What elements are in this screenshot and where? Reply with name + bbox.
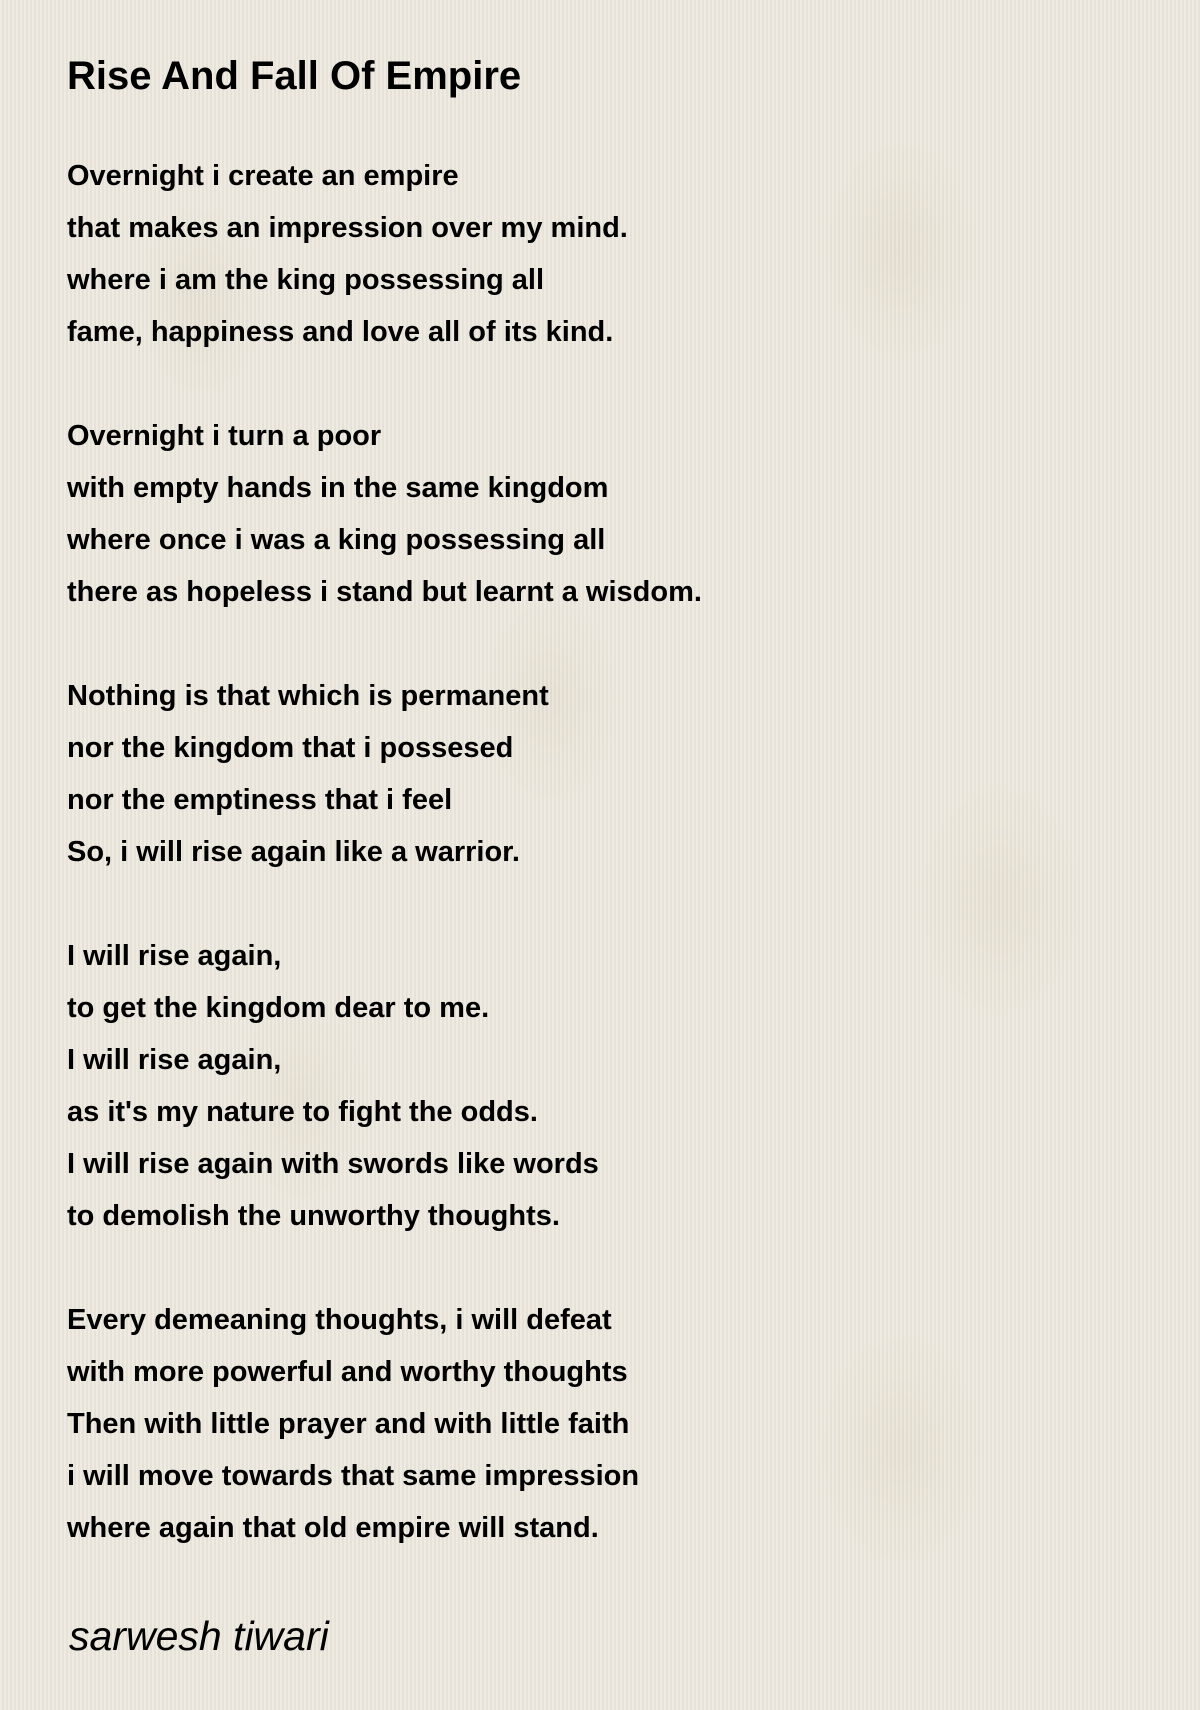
stanza-5 [67,1294,702,1554]
poem-line: Overnight i turn a poor [67,420,382,452]
poem-author: sarwesh tiwari [69,1613,329,1659]
poem-title: Rise And Fall Of Empire [67,54,522,98]
poem-body [67,150,702,1606]
poem-line: where again that old empire will stand. [67,1512,599,1544]
poem-line: where i am the king possessing all [67,264,545,296]
poem-line: I will rise again, [67,1044,282,1076]
poem-line: Nothing is that which is permanent [67,680,549,712]
poem-line: Then with little prayer and with little faith [67,1408,630,1440]
poem-line: Every demeaning thoughts, i will defeat [67,1304,612,1336]
poem-line: Overnight i create an empire [67,160,459,192]
stanza-4 [67,930,702,1242]
poem-line: i will move towards that same impression [67,1460,640,1492]
poem-line: that makes an impression over my mind. [67,212,628,244]
stanza-1 [67,150,702,358]
stanza-3 [67,670,702,878]
poem-line: as it's my nature to fight the odds. [67,1096,538,1128]
poem-line: where once i was a king possessing all [67,524,606,556]
poem-line: I will rise again with swords like words [67,1148,599,1180]
stanza-2 [67,410,702,618]
poem-line: I will rise again, [67,940,282,972]
poem-line: to get the kingdom dear to me. [67,992,490,1024]
poem-line: nor the emptiness that i feel [67,784,453,816]
poem-line: there as hopeless i stand but learnt a wisdom. [67,576,702,608]
poem-line: nor the kingdom that i possesed [67,732,514,764]
poem-line: to demolish the unworthy thoughts. [67,1200,560,1232]
poem-line: fame, happiness and love all of its kind. [67,316,614,348]
poem-line: So, i will rise again like a warrior. [67,836,520,868]
poem-line: with empty hands in the same kingdom [67,472,609,504]
poem-line: with more powerful and worthy thoughts [67,1356,628,1388]
